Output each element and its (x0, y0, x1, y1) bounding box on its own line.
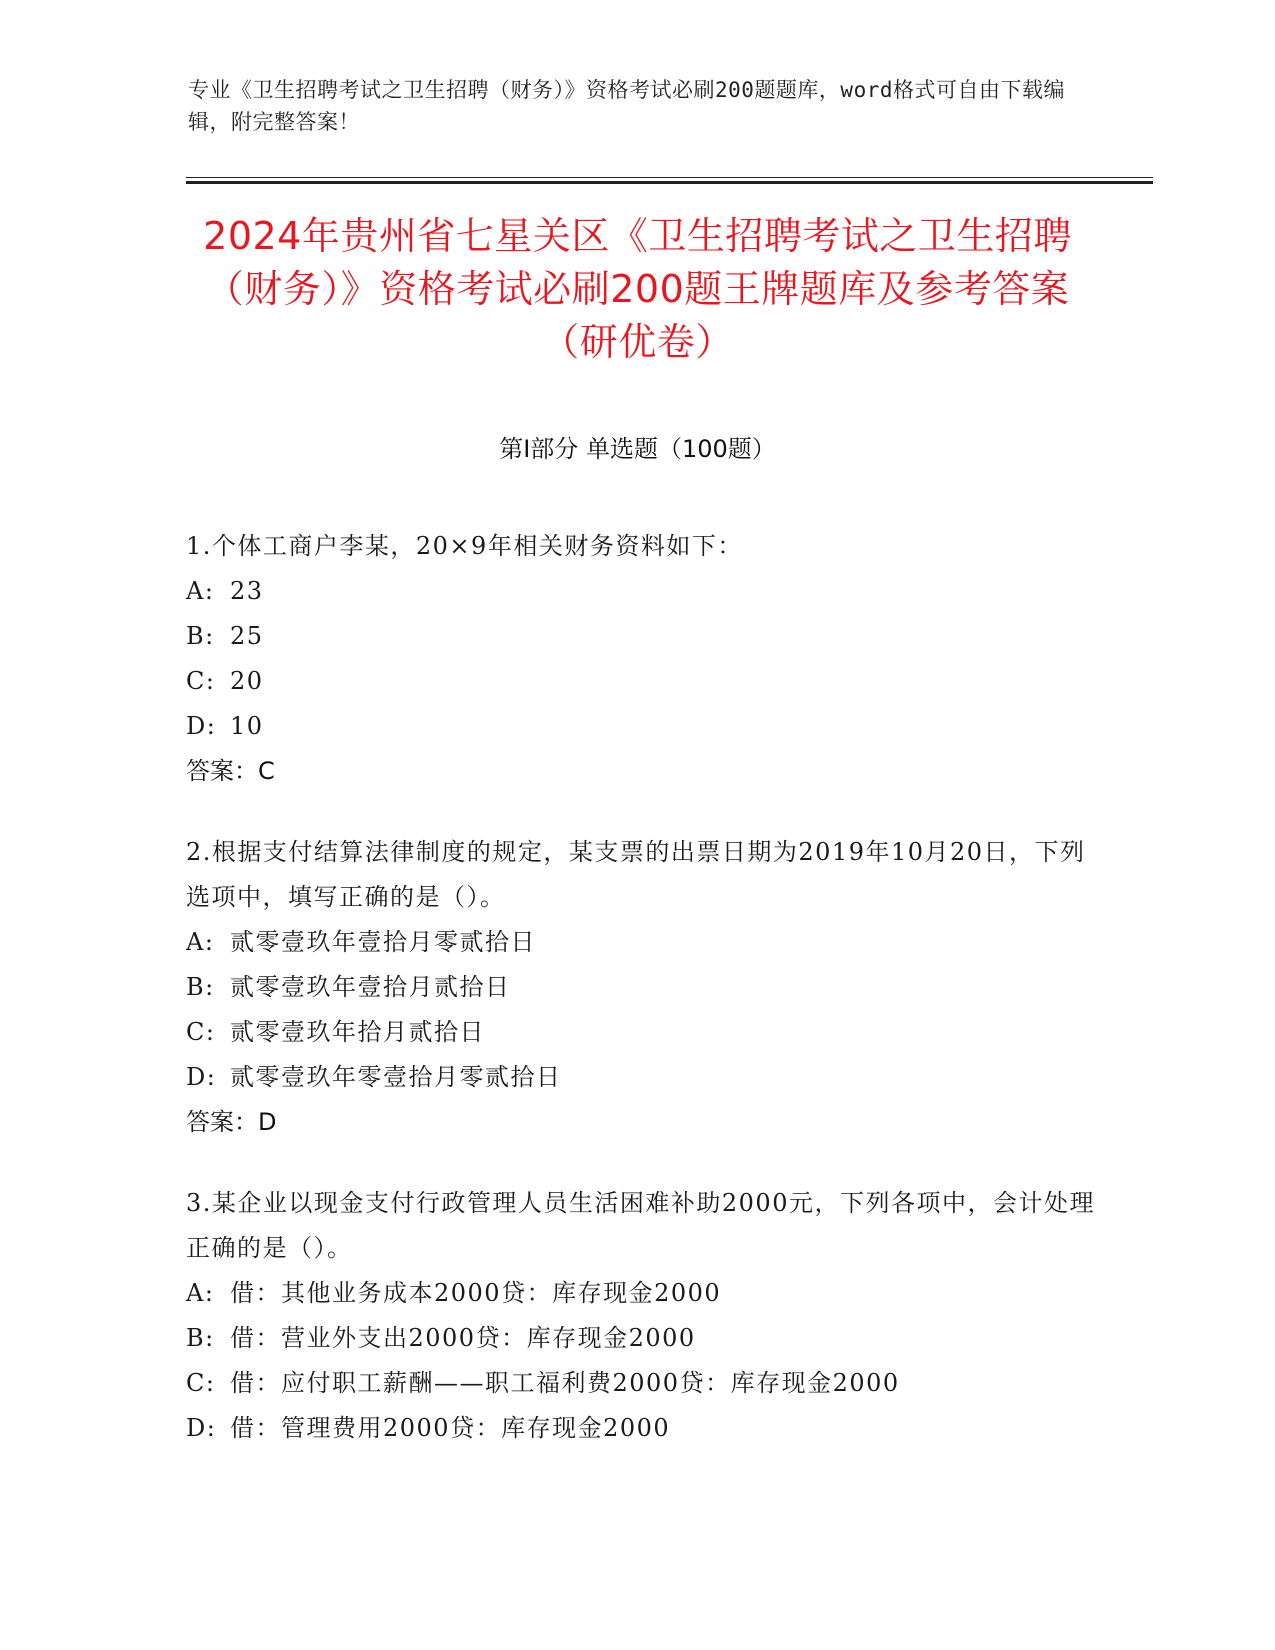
question-stem: 2.根据支付结算法律制度的规定，某支票的出票日期为2019年10月20日，下列选项中，填写正确的是（）。 (186, 838, 1086, 911)
option-text: 贰零壹玖年零壹拾月零贰拾日 (230, 1063, 562, 1091)
option-text: 贰零壹玖年壹拾月零贰拾日 (230, 928, 536, 956)
option-key: B: (186, 973, 215, 1001)
header-divider-thick (186, 181, 1153, 184)
option-text: 借：管理费用2000贷：库存现金2000 (230, 1414, 671, 1442)
option-key: D: (186, 712, 217, 740)
option-a (186, 920, 1096, 965)
answer: 答案：C (186, 757, 275, 785)
option-d (186, 704, 1096, 749)
option-c (186, 659, 1096, 704)
section-title: 第Ⅰ部分 单选题（100题） (499, 435, 776, 463)
option-key: A: (186, 928, 215, 956)
option-text: 20 (230, 667, 264, 695)
option-b (186, 965, 1096, 1010)
header-divider-thin (186, 177, 1153, 178)
answer: 答案：D (186, 1108, 277, 1136)
option-d (186, 1406, 1096, 1451)
option-text: 借：其他业务成本2000贷：库存现金2000 (230, 1279, 722, 1307)
question-list (186, 524, 1096, 1487)
option-text: 10 (230, 712, 264, 740)
option-c (186, 1361, 1096, 1406)
header-note: 专业《卫生招聘考试之卫生招聘（财务）》资格考试必刷200题题库，word格式可自由下载编辑，附完整答案！ (188, 78, 1065, 134)
option-key: D: (186, 1414, 217, 1442)
option-text: 贰零壹玖年拾月贰拾日 (230, 1018, 485, 1046)
option-a (186, 569, 1096, 614)
option-key: C: (186, 667, 216, 695)
question-stem: 1.个体工商户李某，20×9年相关财务资料如下： (186, 532, 743, 560)
option-b (186, 1316, 1096, 1361)
option-key: C: (186, 1018, 216, 1046)
option-d (186, 1055, 1096, 1100)
option-c (186, 1010, 1096, 1055)
option-key: A: (186, 577, 215, 605)
option-text: 借：应付职工薪酬——职工福利费2000贷：库存现金2000 (230, 1369, 900, 1397)
option-text: 25 (230, 622, 264, 650)
option-key: C: (186, 1369, 216, 1397)
option-key: B: (186, 622, 215, 650)
document-title: 2024年贵州省七星关区《卫生招聘考试之卫生招聘（财务）》资格考试必刷200题王牌题库及参考答案（研优卷） (203, 214, 1072, 364)
option-a (186, 1271, 1096, 1316)
question-3 (186, 1181, 1096, 1451)
option-key: D: (186, 1063, 217, 1091)
option-text: 借：营业外支出2000贷：库存现金2000 (230, 1324, 696, 1352)
question-stem: 3.某企业以现金支付行政管理人员生活困难补助2000元，下列各项中，会计处理正确的是（）。 (186, 1189, 1095, 1262)
option-b (186, 614, 1096, 659)
question-1 (186, 524, 1096, 794)
option-key: A: (186, 1279, 215, 1307)
option-text: 23 (230, 577, 264, 605)
option-key: B: (186, 1324, 215, 1352)
option-text: 贰零壹玖年壹拾月贰拾日 (230, 973, 511, 1001)
question-2 (186, 830, 1096, 1145)
